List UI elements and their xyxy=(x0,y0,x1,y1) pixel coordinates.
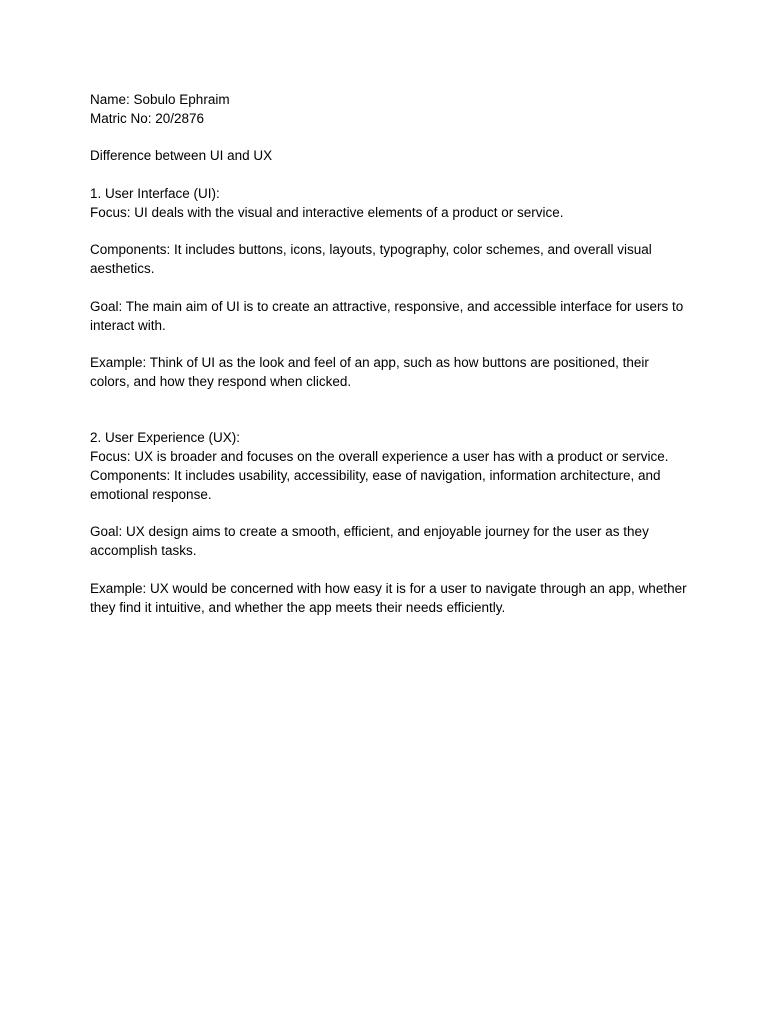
spacer xyxy=(90,561,690,580)
spacer xyxy=(90,392,690,430)
ui-example: Example: Think of UI as the look and feel of an app, such as how buttons are positioned, their colors, and how they respond when clicked. xyxy=(90,355,649,389)
ui-heading: 1. User Interface (UI): xyxy=(90,185,220,201)
spacer xyxy=(90,166,690,185)
spacer xyxy=(90,335,690,354)
ux-focus: Focus: UX is broader and focuses on the overall experience a user has with a product or service. xyxy=(90,449,669,465)
spacer xyxy=(90,223,690,242)
ui-focus: Focus: UI deals with the visual and interactive elements of a product or service. xyxy=(90,204,564,220)
ui-goal: Goal: The main aim of UI is to create an attractive, responsive, and accessible interface for users to interact with. xyxy=(90,298,684,333)
ux-example: Example: UX would be concerned with how easy it is for a user to navigate through an app, whether they find it intuitive, and whether the app meets their needs efficiently. xyxy=(90,580,687,615)
matric-number: Matric No: 20/2876 xyxy=(90,110,205,126)
ux-goal: Goal: UX design aims to create a smooth, efficient, and enjoyable journey for the user as they accomplish tasks. xyxy=(90,524,649,559)
spacer xyxy=(90,505,690,524)
spacer xyxy=(90,129,690,148)
document-body xyxy=(90,91,690,617)
document-title: Difference between UI and UX xyxy=(90,148,273,164)
ux-components: Components: It includes usability, accessibility, ease of navigation, information architecture, and emotional response. xyxy=(90,467,661,502)
student-name: Name: Sobulo Ephraim xyxy=(90,92,230,107)
spacer xyxy=(90,279,690,298)
ux-heading: 2. User Experience (UX): xyxy=(90,430,241,446)
ui-components: Components: It includes buttons, icons, layouts, typography, color schemes, and overall visual aesthetics. xyxy=(90,242,652,277)
